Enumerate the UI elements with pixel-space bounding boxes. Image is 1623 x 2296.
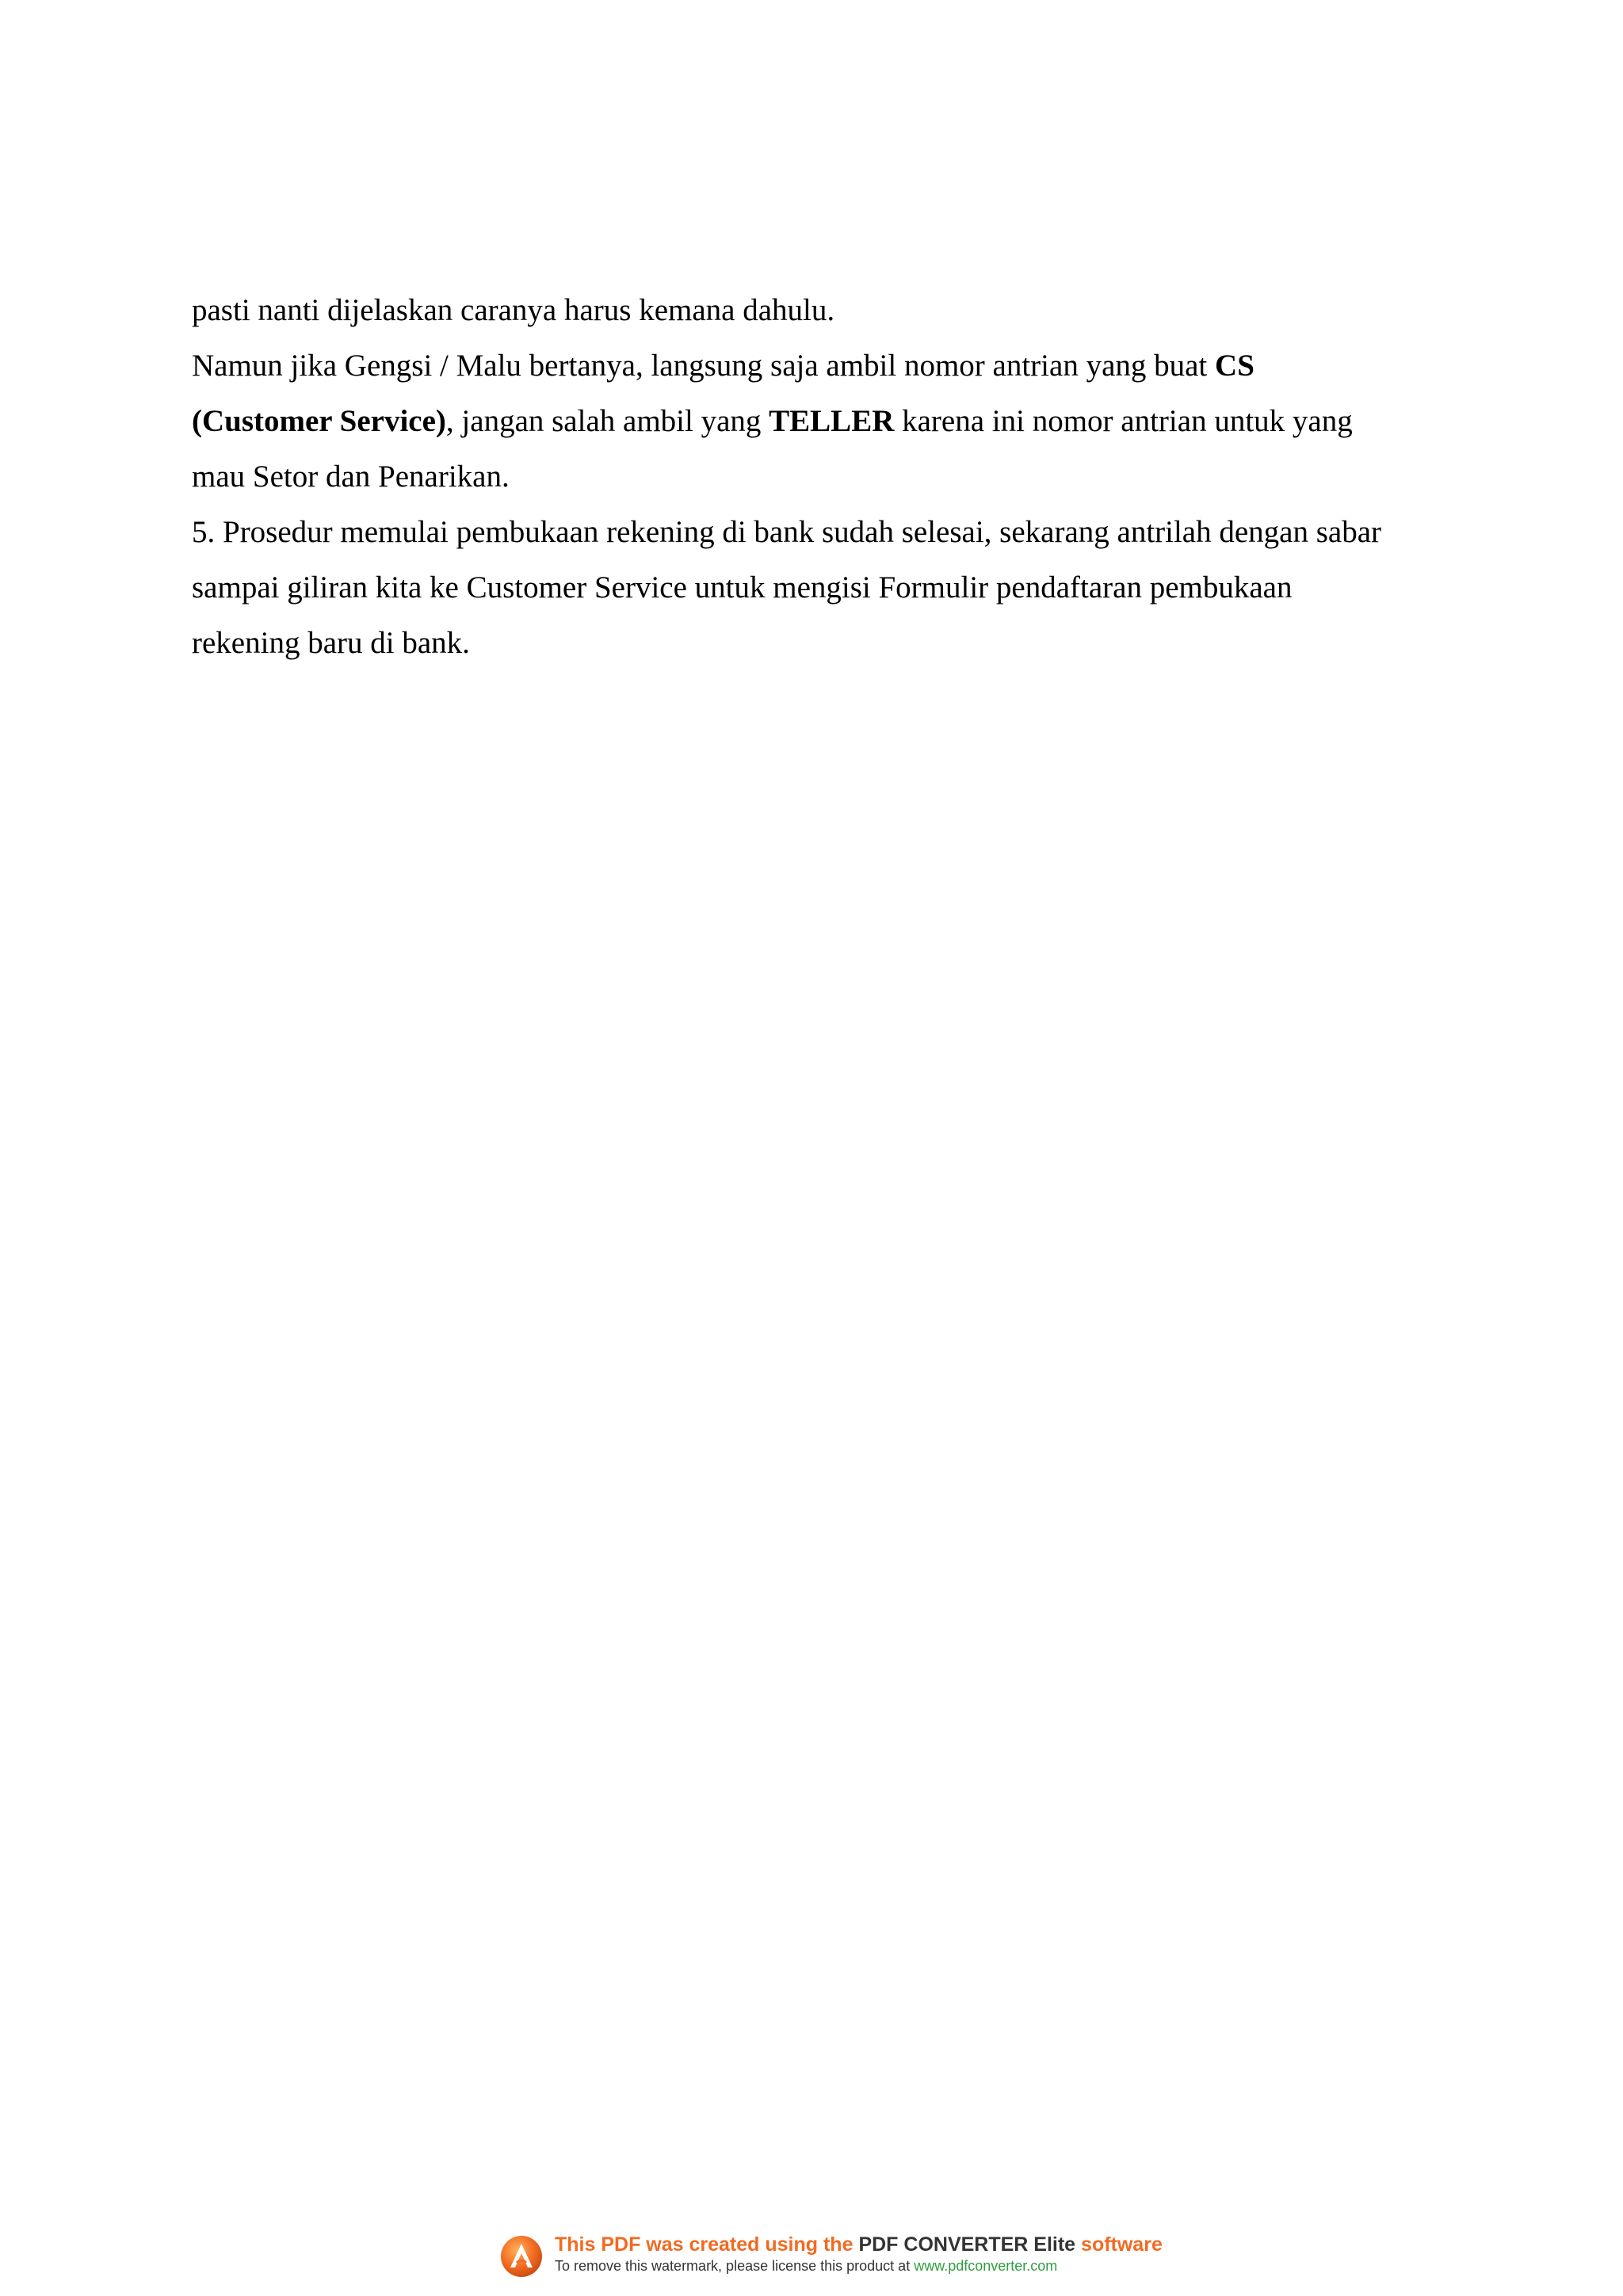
document-body: [192, 283, 1460, 671]
text-line-1: pasti nanti dijelaskan caranya harus kemana dahulu.: [192, 293, 835, 327]
text-line-3: (Customer Service), jangan salah ambil yang TELLER karena ini nomor antrian untuk yang: [192, 404, 1353, 438]
text-line-4: mau Setor dan Penarikan.: [192, 460, 510, 494]
watermark-line-1: This PDF was created using the PDF CONVERTER Elite software: [555, 2233, 1163, 2256]
pdfconverter-logo-icon: [499, 2234, 544, 2279]
text-line-5: 5. Prosedur memulai pembukaan rekening di bank sudah selesai, sekarang antrilah dengan sabar: [192, 515, 1382, 549]
watermark-link[interactable]: www.pdfconverter.com: [914, 2258, 1058, 2274]
text-line-7: rekening baru di bank.: [192, 626, 470, 660]
bold-customer-service: (Customer Service): [192, 404, 446, 438]
text-line-2: Namun jika Gengsi / Malu bertanya, langsung saja ambil nomor antrian yang buat CS: [192, 349, 1254, 383]
bold-cs: CS: [1215, 349, 1254, 383]
bold-teller: TELLER: [769, 404, 895, 438]
text-line-6: sampai giliran kita ke Customer Service untuk mengisi Formulir pendaftaran pembukaan: [192, 570, 1293, 605]
pdf-converter-watermark: [499, 2233, 1163, 2280]
watermark-text: [555, 2233, 1163, 2275]
watermark-line-2: To remove this watermark, please license this product at www.pdfconverter.com: [555, 2258, 1058, 2274]
